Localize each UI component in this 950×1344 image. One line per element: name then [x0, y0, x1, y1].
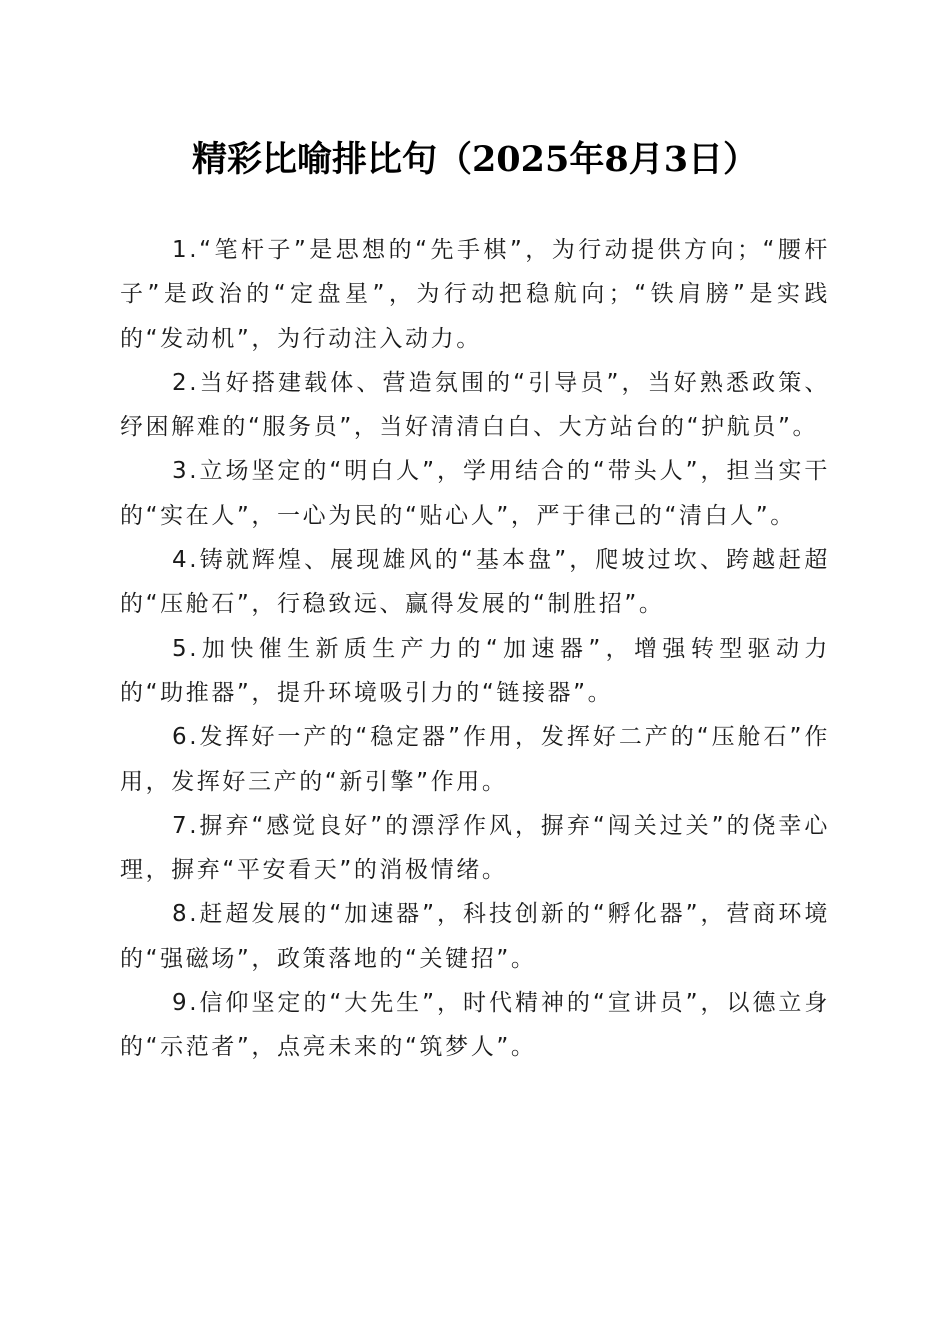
paragraph-9: 9.信仰坚定的“大先生”，时代精神的“宣讲员”，以德立身的“示范者”，点亮未来的“筑梦人”。	[120, 990, 830, 1061]
paragraph-2: 2.当好搭建载体、营造氛围的“引导员”，当好熟悉政策、纾困解难的“服务员”，当好清清白白、大方站台的“护航员”。	[120, 369, 830, 441]
paragraph-8: 8.赶超发展的“加速器”，科技创新的“孵化器”，营商环境的“强磁场”，政策落地的“关键招”。	[120, 901, 830, 972]
paragraph-4: 4.铸就辉煌、展现雄风的“基本盘”，爬坡过坎、跨越赶超的“压舱石”，行稳致远、赢得发展的“制胜招”。	[120, 547, 830, 618]
paragraph-6: 6.发挥好一产的“稳定器”作用，发挥好二产的“压舱石”作用，发挥好三产的“新引擎”作用。	[120, 724, 830, 795]
paragraph-3: 3.立场坚定的“明白人”，学用结合的“带头人”，担当实干的“实在人”，一心为民的“贴心人”，严于律己的“清白人”。	[120, 458, 830, 529]
paragraph-1: 1.“笔杆子”是思想的“先手棋”，为行动提供方向；“腰杆子”是政治的“定盘星”，为行动把稳航向；“铁肩膀”是实践的“发动机”，为行动注入动力。	[120, 237, 830, 352]
document-title: 精彩比喻排比句（2025年8月3日）	[191, 139, 759, 180]
paragraph-5: 5.加快催生新质生产力的“加速器”，增强转型驱动力的“助推器”，提升环境吸引力的“链接器”。	[120, 635, 830, 706]
document-body	[120, 228, 830, 1070]
paragraph-7: 7.摒弃“感觉良好”的漂浮作风，摒弃“闯关过关”的侥幸心理，摒弃“平安看天”的消极情绪。	[120, 812, 830, 884]
